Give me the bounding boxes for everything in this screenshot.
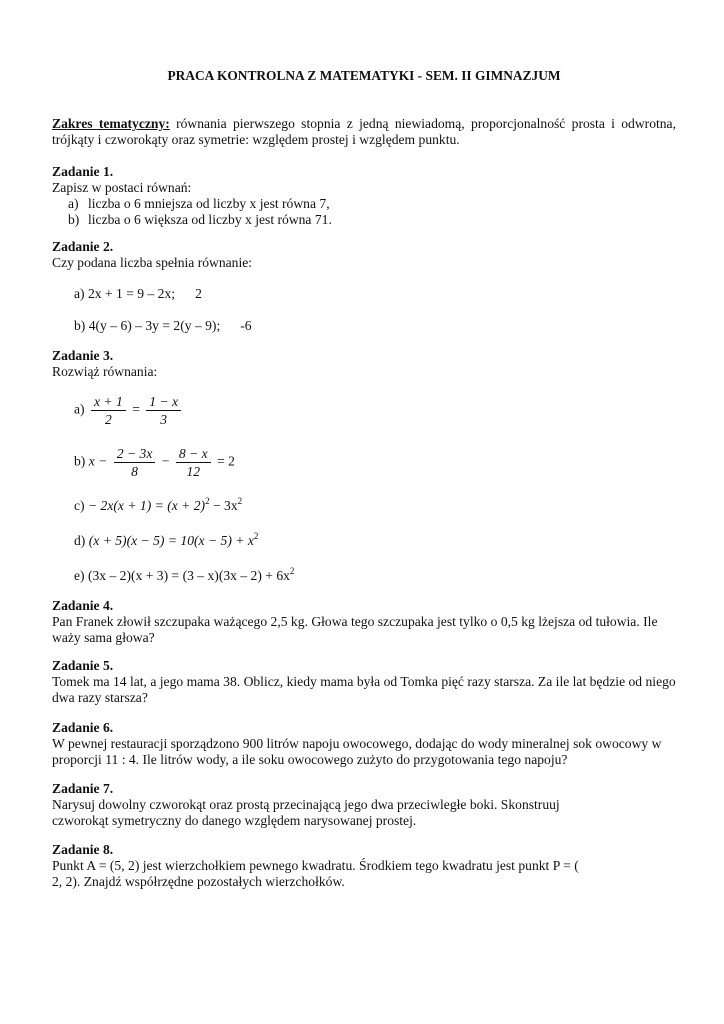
task-4-heading: Zadanie 4.	[52, 598, 114, 613]
task-7-heading: Zadanie 7.	[52, 781, 114, 796]
task-8	[52, 842, 676, 890]
task-1-item-a	[52, 196, 676, 212]
item-text: liczba o 6 większa od liczby x jest równa 71.	[88, 212, 332, 227]
task-3-eq-d	[74, 533, 258, 549]
equals-sign: =	[132, 401, 140, 417]
item-label: a)	[74, 286, 85, 301]
item-label: b)	[68, 212, 80, 227]
task-1-heading: Zadanie 1.	[52, 164, 114, 179]
item-label: a)	[74, 401, 85, 417]
equation-rhs: = 2	[217, 453, 235, 469]
task-2-heading: Zadanie 2.	[52, 239, 114, 254]
equation-lead: x −	[88, 453, 108, 469]
item-value: -6	[240, 318, 252, 333]
item-label: b)	[74, 318, 86, 333]
task-3-eq-e	[74, 568, 294, 584]
task-6-text: W pewnej restauracji sporządzono 900 litrów napoju owocowego, dodając do wody mineralnej sok owocowy w proporcji 11 : 4. Ile litrów wody, a ile soku owocowego zużyto do przygotowania tego napoju?	[52, 736, 662, 767]
item-label: e)	[74, 568, 85, 583]
task-5	[52, 658, 676, 706]
task-8-line-1: Punkt A = (5, 2) jest wierzchołkiem pewnego kwadratu. Środkiem tego kwadratu jest punkt P = (	[52, 858, 579, 873]
exponent: 2	[205, 496, 210, 506]
item-equation: 4(y – 6) – 3y = 2(y – 9);	[88, 318, 221, 333]
task-3	[52, 348, 676, 380]
task-3-intro: Rozwiąż równania:	[52, 364, 158, 379]
exponent: 2	[253, 531, 259, 541]
page-title: PRACA KONTROLNA Z MATEMATYKI - SEM. II GIMNAZJUM	[167, 68, 561, 83]
task-2	[52, 239, 676, 271]
item-label: b)	[74, 453, 86, 469]
task-1-intro: Zapisz w postaci równań:	[52, 180, 192, 195]
task-1	[52, 164, 676, 228]
scope-text: równania pierwszego stopnia z jedną niewiadomą, proporcjonalność prosta i odwrotna, trójkąty i czworokąty oraz symetrie: względem prostej i względem punktu.	[52, 116, 676, 147]
item-label: c)	[74, 498, 85, 513]
fraction: $\frac{1 - x}{3}$	[146, 394, 181, 427]
task-8-heading: Zadanie 8.	[52, 842, 114, 857]
task-3-eq-a	[74, 394, 184, 427]
exponent: 2	[289, 566, 295, 576]
task-7	[52, 781, 676, 829]
task-6	[52, 720, 676, 768]
task-5-heading: Zadanie 5.	[52, 658, 114, 673]
item-label: a)	[68, 196, 79, 211]
fraction: $\frac{2 - 3x}{8}$	[114, 446, 156, 479]
item-label: d)	[74, 533, 86, 548]
item-equation: 2x + 1 = 9 – 2x;	[87, 286, 176, 301]
task-3-heading: Zadanie 3.	[52, 348, 114, 363]
task-5-text: Tomek ma 14 lat, a jego mama 38. Oblicz, kiedy mama była od Tomka pięć razy starsza. Za ile lat będzie od niego dwa razy starsza?	[52, 674, 676, 705]
item-text: liczba o 6 mniejsza od liczby x jest równa 7,	[88, 196, 330, 211]
task-6-heading: Zadanie 6.	[52, 720, 114, 735]
item-value: 2	[195, 286, 202, 301]
equation-lhs: (3x – 2)(x + 3) = (3 – x)(3x – 2) + 6x	[87, 568, 290, 583]
equation-lhs: (x + 5)(x − 5) = 10(x − 5) + x	[88, 533, 254, 548]
fraction: $\frac{8 - x}{12}$	[176, 446, 211, 479]
task-2-intro: Czy podana liczba spełnia równanie:	[52, 255, 253, 270]
equation-rest: − 3x	[209, 498, 238, 513]
task-3-eq-b	[74, 446, 235, 479]
task-2-item-b	[74, 318, 252, 334]
scope-paragraph	[52, 116, 676, 148]
exponent: 2	[237, 496, 243, 506]
task-7-line-2: czworokąt symetryczny do danego względem narysowanej prostej.	[52, 813, 417, 828]
task-8-line-2: 2, 2). Znajdź współrzędne pozostałych wierzchołków.	[52, 874, 345, 889]
task-2-item-a	[74, 286, 202, 302]
scope-lead: Zakres tematyczny:	[52, 116, 170, 131]
minus-sign: −	[161, 453, 170, 469]
task-4-text: Pan Franek złowił szczupaka ważącego 2,5 kg. Głowa tego szczupaka jest tylko o 0,5 kg lżejsza od tułowia. Ile waży sama głowa?	[52, 614, 658, 645]
task-1-item-b	[52, 212, 676, 228]
task-4	[52, 598, 676, 646]
equation-lhs: − 2x(x + 1) = (x + 2)	[87, 498, 206, 513]
task-7-line-1: Narysuj dowolny czworokąt oraz prostą przecinającą jego dwa przeciwległe boki. Skonstruuj	[52, 797, 560, 812]
task-3-eq-c	[74, 498, 242, 514]
fraction: $\frac{x + 1}{2}$	[91, 394, 126, 427]
